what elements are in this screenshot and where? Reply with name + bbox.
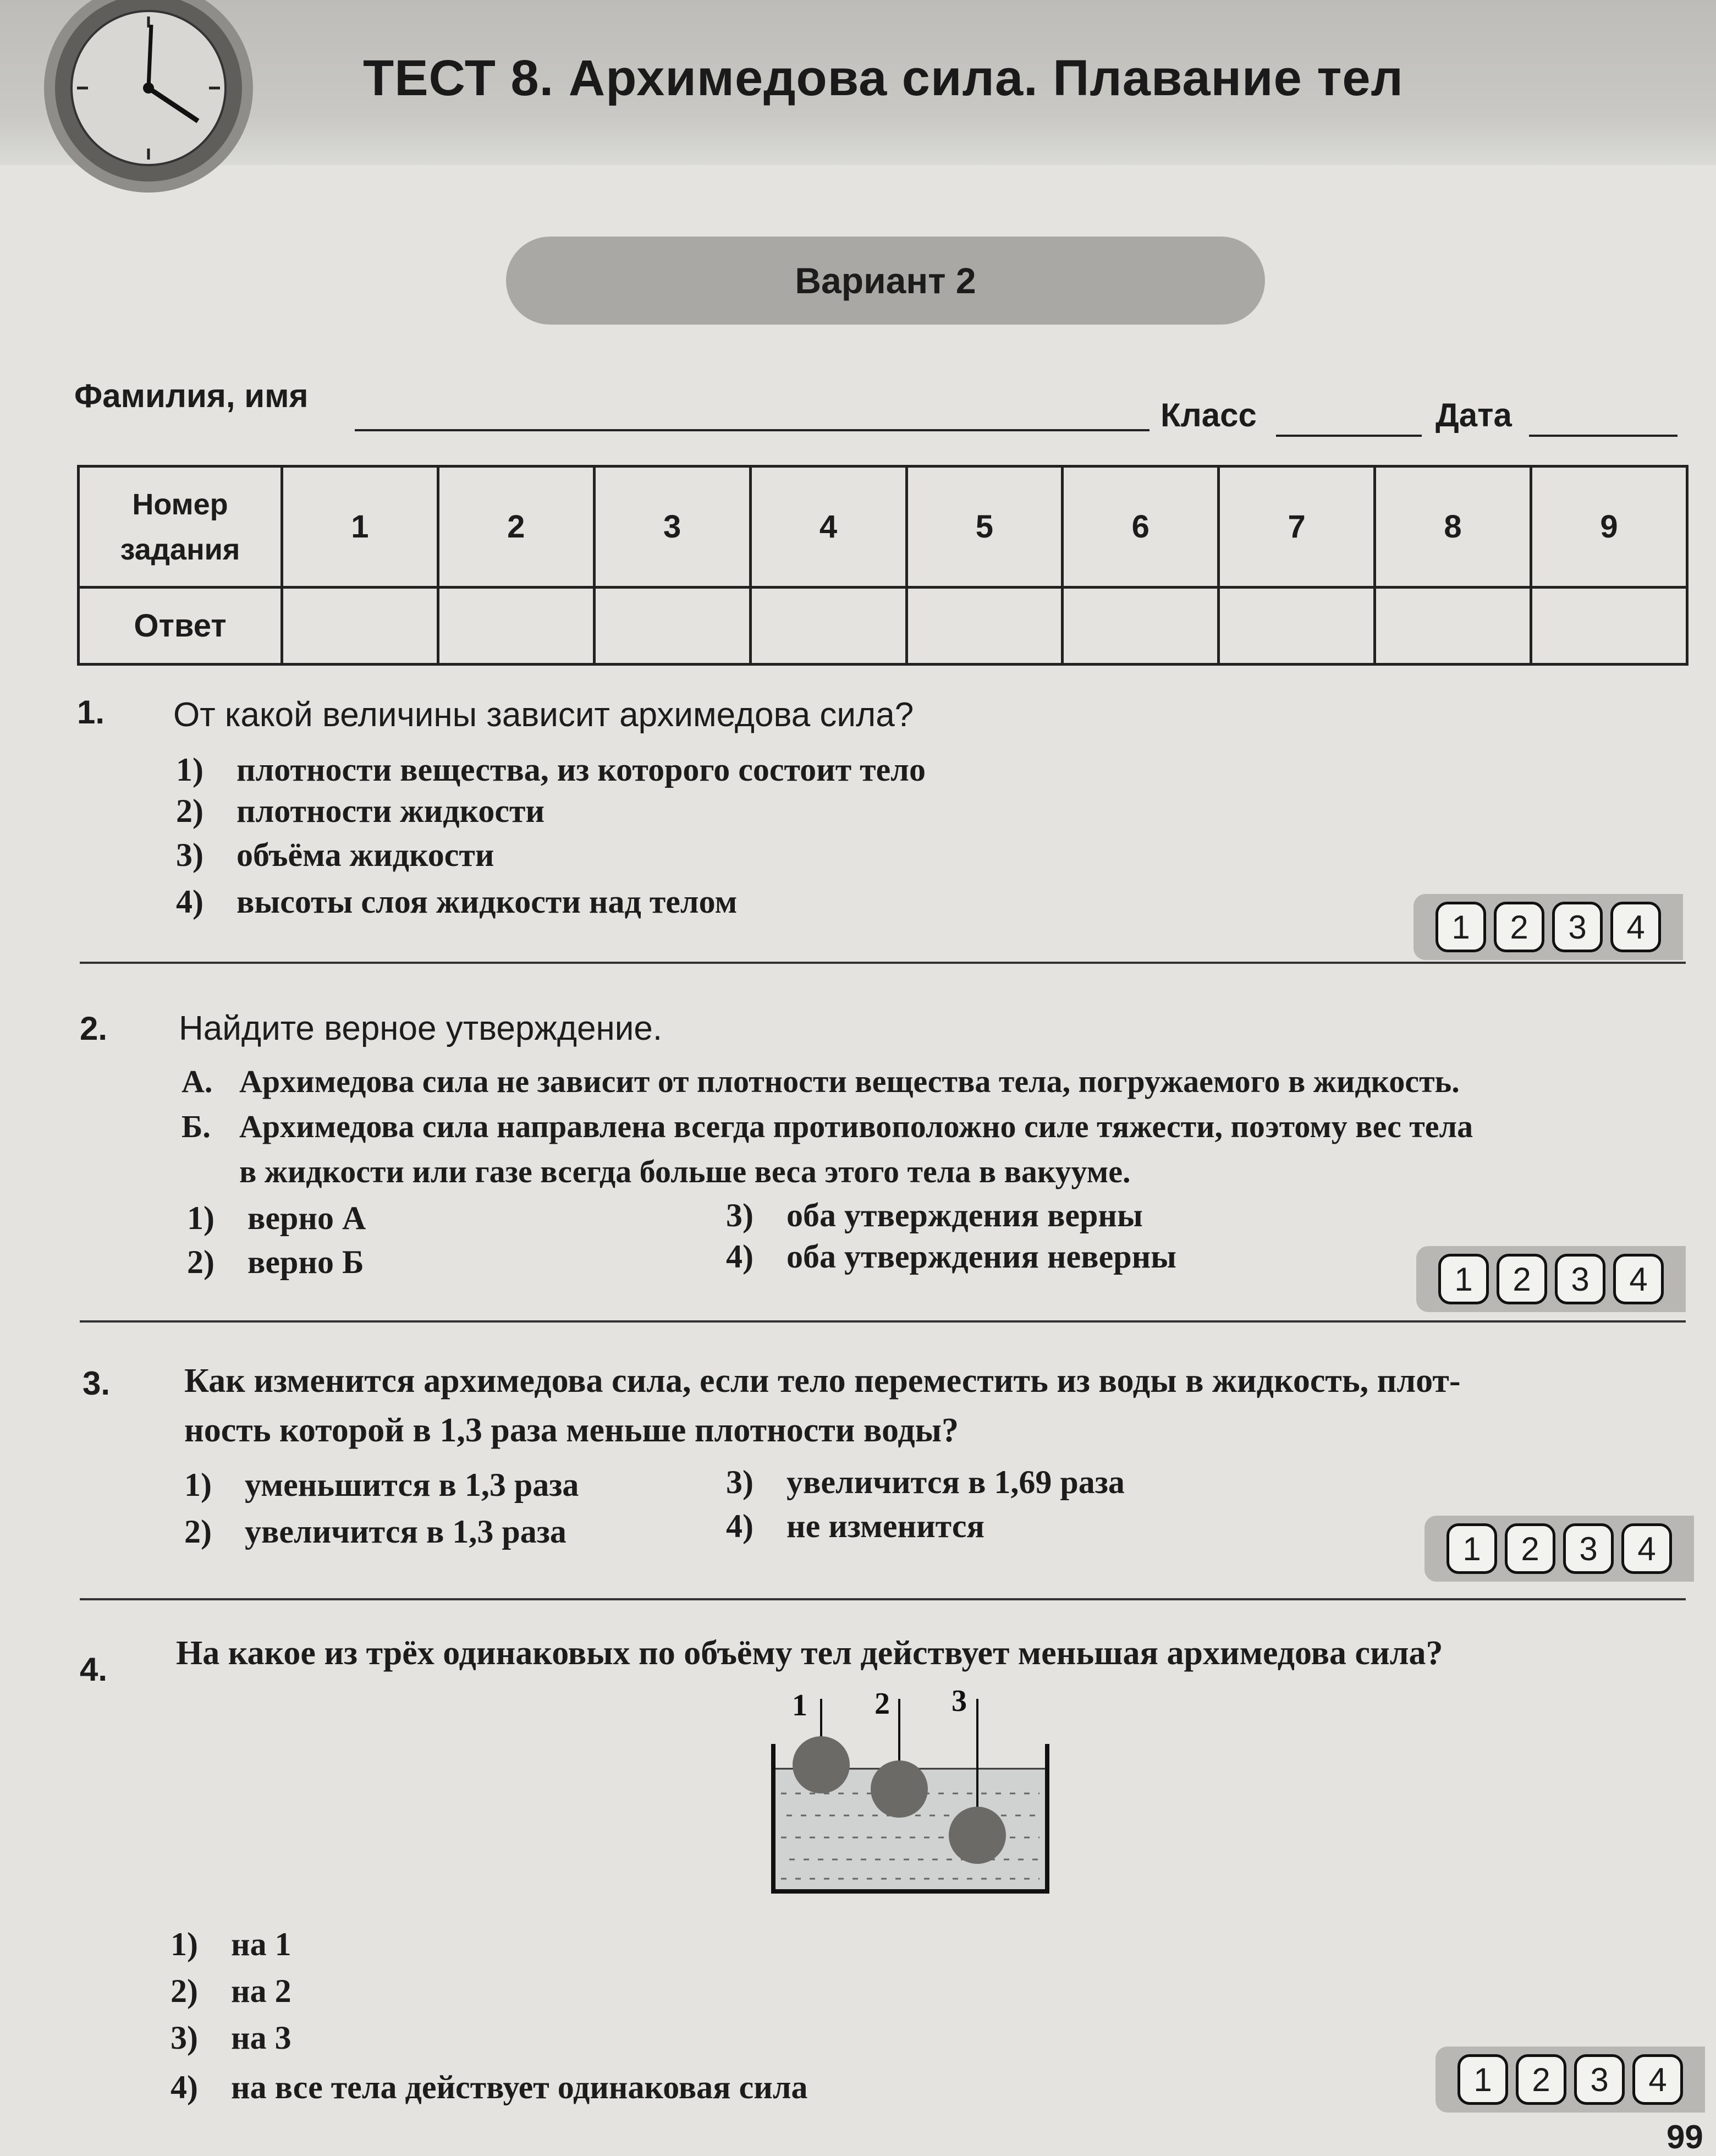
divider [80, 1320, 1686, 1323]
answer-table [77, 465, 1689, 666]
q2-option-1: 1) верно А [187, 1200, 366, 1236]
choice-box-2[interactable]: 2 [1494, 902, 1544, 952]
variant-badge [506, 237, 1265, 325]
question-4-number: 4. [80, 1651, 108, 1688]
q1-option-1: 1) плотности вещества, из которого состоит тело [176, 751, 926, 788]
body-label-3: 3 [952, 1684, 967, 1718]
q2-option-2: 2) верно Б [187, 1244, 364, 1280]
q1-option-4: 4) высоты слоя жидкости над телом [176, 884, 738, 920]
choice-box-3[interactable]: 3 [1552, 902, 1603, 952]
choice-box-1[interactable]: 1 [1438, 1254, 1489, 1304]
q4-option-1: 1) на 1 [170, 1926, 292, 1962]
choice-box-3[interactable]: 3 [1563, 1523, 1614, 1574]
name-label: Фамилия, имя [74, 377, 309, 414]
q2-answer-choices [1416, 1246, 1686, 1312]
answer-cell[interactable] [1375, 588, 1531, 665]
body-label-1: 1 [792, 1688, 807, 1722]
question-1-number: 1. [77, 694, 105, 731]
answer-cell[interactable] [1063, 588, 1219, 665]
q2-statement-a: А. Архимедова сила не зависит от плотности вещества тела, погружаемого в жидкость. [182, 1063, 1460, 1099]
task-number-cell: 5 [906, 467, 1063, 588]
question-3-number: 3. [82, 1365, 111, 1402]
q2-option-3: 3) оба утверждения верны [726, 1197, 1143, 1233]
body-1 [793, 1736, 850, 1793]
choice-box-4[interactable]: 4 [1621, 1523, 1672, 1574]
question-4-text: На какое из трёх одинаковых по объёму тел действует меньшая архимедова сила? [176, 1634, 1443, 1672]
task-number-cell: 1 [282, 467, 438, 588]
q4-option-4: 4) на все тела действует одинаковая сила [170, 2069, 808, 2105]
answer-cell[interactable] [750, 588, 906, 665]
q4-option-3: 3) на 3 [170, 2020, 292, 2056]
q3-answer-choices [1425, 1516, 1694, 1582]
test-title: ТЕСТ 8. Архимедова сила. Плавание тел [363, 50, 1404, 106]
choice-box-3[interactable]: 3 [1574, 2054, 1625, 2105]
answer-cell[interactable] [282, 588, 438, 665]
choice-box-2[interactable]: 2 [1497, 1254, 1547, 1304]
q4-option-2: 2) на 2 [170, 1973, 292, 2009]
date-field[interactable] [1529, 435, 1678, 437]
vessel-figure [737, 1683, 1078, 1914]
class-label: Класс [1160, 397, 1257, 434]
choice-box-1[interactable]: 1 [1458, 2054, 1508, 2105]
answer-row-label: Ответ [79, 588, 282, 665]
answer-cell[interactable] [1531, 588, 1687, 665]
body-label-2: 2 [875, 1687, 890, 1721]
task-number-cell: 7 [1219, 467, 1375, 588]
task-number-cell: 9 [1531, 467, 1687, 588]
q1-option-3: 3) объёма жидкости [176, 837, 494, 873]
answer-cell[interactable] [594, 588, 750, 665]
clock-icon [38, 0, 258, 198]
choice-box-2[interactable]: 2 [1516, 2054, 1566, 2105]
class-field[interactable] [1276, 435, 1422, 437]
choice-box-2[interactable]: 2 [1505, 1523, 1555, 1574]
task-number-cell: 3 [594, 467, 750, 588]
divider [80, 962, 1686, 964]
q1-answer-choices [1414, 894, 1683, 960]
task-number-cell: 4 [750, 467, 906, 588]
choice-box-4[interactable]: 4 [1632, 2054, 1683, 2105]
task-number-cell: 6 [1063, 467, 1219, 588]
q3-option-2: 2) увеличится в 1,3 раза [184, 1513, 566, 1550]
q2-statement-b: Б. Архимедова сила направлена всегда противоположно силе тяжести, поэтому вес тела в жидкости или газе всегда больше веса этого тела в вакууме. [182, 1109, 1473, 1189]
q3-option-4: 4) не изменится [726, 1508, 985, 1544]
choice-box-3[interactable]: 3 [1555, 1254, 1605, 1304]
q3-option-3: 3) увеличится в 1,69 раза [726, 1464, 1125, 1500]
choice-box-4[interactable]: 4 [1610, 902, 1661, 952]
task-number-cell: 2 [438, 467, 594, 588]
task-number-cell: 8 [1375, 467, 1531, 588]
question-2-text: Найдите верное утверждение. [179, 1010, 663, 1047]
answer-cell[interactable] [438, 588, 594, 665]
date-label: Дата [1436, 397, 1512, 434]
question-1-text: От какой величины зависит архимедова сила? [173, 696, 914, 734]
page-number: 99 [1667, 2119, 1703, 2155]
choice-box-1[interactable]: 1 [1436, 902, 1486, 952]
name-field[interactable] [355, 429, 1150, 431]
q2-option-4: 4) оба утверждения неверны [726, 1238, 1176, 1275]
choice-box-4[interactable]: 4 [1613, 1254, 1664, 1304]
question-3-text: Как изменится архимедова сила, если тело переместить из воды в жидкость, плот- ность которой в 1,3 раза меньше плотности воды? [184, 1362, 1461, 1449]
q1-option-2: 2) плотности жидкости [176, 793, 545, 829]
q3-option-1: 1) уменьшится в 1,3 раза [184, 1467, 579, 1503]
body-3 [949, 1807, 1006, 1864]
answer-cell[interactable] [906, 588, 1063, 665]
q4-answer-choices [1436, 2047, 1705, 2113]
choice-box-1[interactable]: 1 [1447, 1523, 1497, 1574]
answer-cell[interactable] [1219, 588, 1375, 665]
variant-label: Вариант 2 [795, 260, 976, 301]
body-2 [871, 1760, 928, 1818]
divider [80, 1598, 1686, 1600]
task-number-header: Номер задания [79, 467, 282, 588]
question-2-number: 2. [80, 1010, 108, 1047]
